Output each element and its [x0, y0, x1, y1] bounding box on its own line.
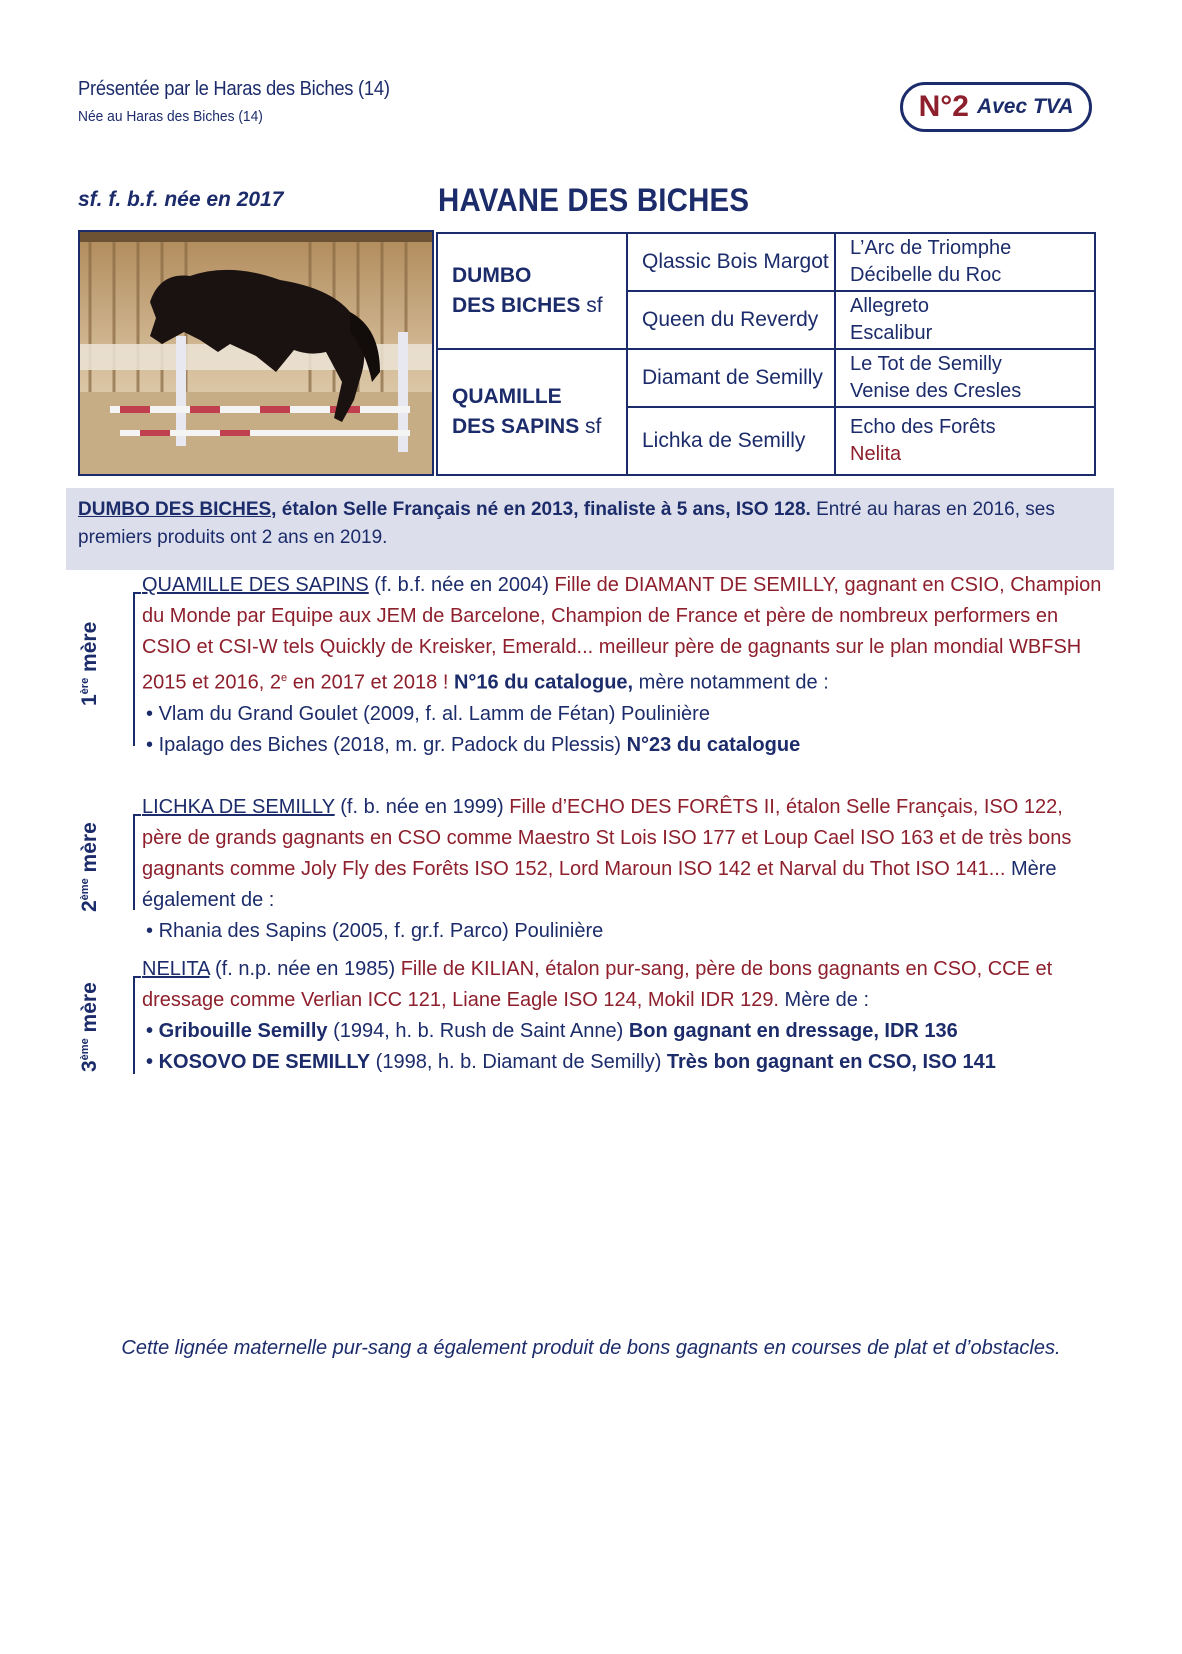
- pedigree-ggp-1: [836, 234, 1094, 292]
- dam2-section: [142, 792, 1102, 947]
- dam3-paragraph: NELITA (f. n.p. née en 1985) Fille de KILIAN, étalon pur-sang, père de bons gagnants en CSO, CCE et dressage comme Verlian ICC 121, Liane Eagle ISO 124, Mokil IDR 129. Mère de :: [142, 958, 1053, 1011]
- sire-name-line2: DES BICHES: [452, 294, 581, 317]
- list-item: • Rhania des Sapins (2005, f. gr.f. Parco) Poulinière: [146, 920, 604, 942]
- pedigree-sire-dam: Queen du Reverdy: [628, 292, 836, 350]
- dam1-section: [142, 570, 1102, 761]
- pedigree-dam-dam: Lichka de Semilly: [628, 408, 836, 474]
- generation-label-3: 3ème mère: [78, 982, 101, 1072]
- pedigree-sire: [438, 234, 628, 350]
- ggp-name: Nelita: [850, 443, 902, 465]
- horse-photo: [78, 230, 434, 476]
- sire-note-rest: Entré au haras en 2016, ses premiers produits ont 2 ans en 2019.: [78, 499, 1055, 548]
- dam1-paragraph: QUAMILLE DES SAPINS (f. b.f. née en 2004) Fille de DIAMANT DE SEMILLY, gagnant en CSIO, Champion du Monde par Equipe aux JEM de Barcelone, Champion de France et père de nombreux performers en CSIO et CSI-W tels Quickly de Kreisker, Emerald... meilleur père de gagnants sur le plan mondial WBFSH 2015 et 2016, 2e en 2017 et 2018 ! N°16 du catalogue, mère notamment de :: [142, 574, 1102, 694]
- horse-name: HAVANE DES BICHES: [438, 182, 750, 218]
- pedigree-table: [436, 232, 1096, 476]
- horse-jumping-image: [80, 232, 432, 474]
- ggp-name: Echo des Forêts: [850, 416, 996, 438]
- lot-badge: [900, 82, 1092, 132]
- dam2-name: LICHKA DE SEMILLY: [142, 796, 335, 818]
- born-at: Née au Haras des Biches (14): [78, 108, 263, 125]
- sire-note-bold: étalon Selle Français né en 2013, finaliste à 5 ans, ISO 128.: [276, 499, 811, 520]
- footer-note: Cette lignée maternelle pur-sang a également produit de bons gagnants en courses de plat et d’obstacles.: [121, 1337, 1061, 1359]
- pedigree-ggp-3: [836, 350, 1094, 408]
- dam3-bracket: [133, 976, 141, 1074]
- list-item: • Ipalago des Biches (2018, m. gr. Padock du Plessis) N°23 du catalogue: [146, 733, 801, 756]
- sire-note: [78, 496, 1098, 552]
- ggp-name: L’Arc de Triomphe: [850, 237, 1012, 259]
- sire-breed: sf: [580, 294, 603, 317]
- generation-label-2: 2ème mère: [78, 822, 101, 912]
- dam2-bracket: [133, 814, 141, 910]
- list-item: • KOSOVO DE SEMILLY (1998, h. b. Diamant de Semilly) Très bon gagnant en CSO, ISO 141: [146, 1051, 996, 1073]
- list-item: • Vlam du Grand Goulet (2009, f. al. Lamm de Fétan) Poulinière: [146, 702, 710, 725]
- ggp-name: Décibelle du Roc: [850, 264, 1002, 286]
- ggp-name: Escalibur: [850, 322, 933, 344]
- horse-info: sf. f. b.f. née en 2017: [78, 188, 284, 211]
- sire-name-line1: DUMBO: [452, 264, 532, 287]
- dam3-name: NELITA: [142, 958, 210, 980]
- dam1-bracket: [133, 592, 141, 746]
- pedigree-dam: [438, 350, 628, 474]
- presented-by: Présentée par le Haras des Biches (14): [78, 78, 390, 100]
- dam3-section: [142, 954, 1102, 1078]
- lot-number: N°2: [918, 90, 969, 123]
- ggp-name: Allegreto: [850, 295, 929, 317]
- pedigree-ggp-4: [836, 408, 1094, 474]
- sire-note-name: DUMBO DES BICHES,: [78, 499, 277, 520]
- ggp-name: Venise des Cresles: [850, 380, 1022, 402]
- pedigree-dam-sire: Diamant de Semilly: [628, 350, 836, 408]
- lot-vat: Avec TVA: [976, 95, 1074, 118]
- dam-name-line1: QUAMILLE: [452, 385, 562, 408]
- dam-breed: sf: [579, 415, 602, 438]
- dam-name-line2: DES SAPINS: [452, 415, 580, 438]
- ggp-name: Le Tot de Semilly: [850, 353, 1002, 375]
- list-item: • Gribouille Semilly (1994, h. b. Rush de Saint Anne) Bon gagnant en dressage, IDR 136: [146, 1020, 958, 1042]
- pedigree-sire-sire: Qlassic Bois Margot: [628, 234, 836, 292]
- dam2-paragraph: LICHKA DE SEMILLY (f. b. née en 1999) Fille d’ECHO DES FORÊTS II, étalon Selle Français, ISO 122, père de grands gagnants en CSO comme Maestro St Lois ISO 177 et Loup Cael ISO 163 et de très bons gagnants comme Joly Fly des Forêts ISO 152, Lord Maroun ISO 142 et Narval du Thot ISO 141... Mère également de :: [142, 796, 1072, 911]
- pedigree-ggp-2: [836, 292, 1094, 350]
- generation-label-1: 1ère mère: [78, 621, 101, 706]
- dam1-name: QUAMILLE DES SAPINS: [142, 574, 369, 596]
